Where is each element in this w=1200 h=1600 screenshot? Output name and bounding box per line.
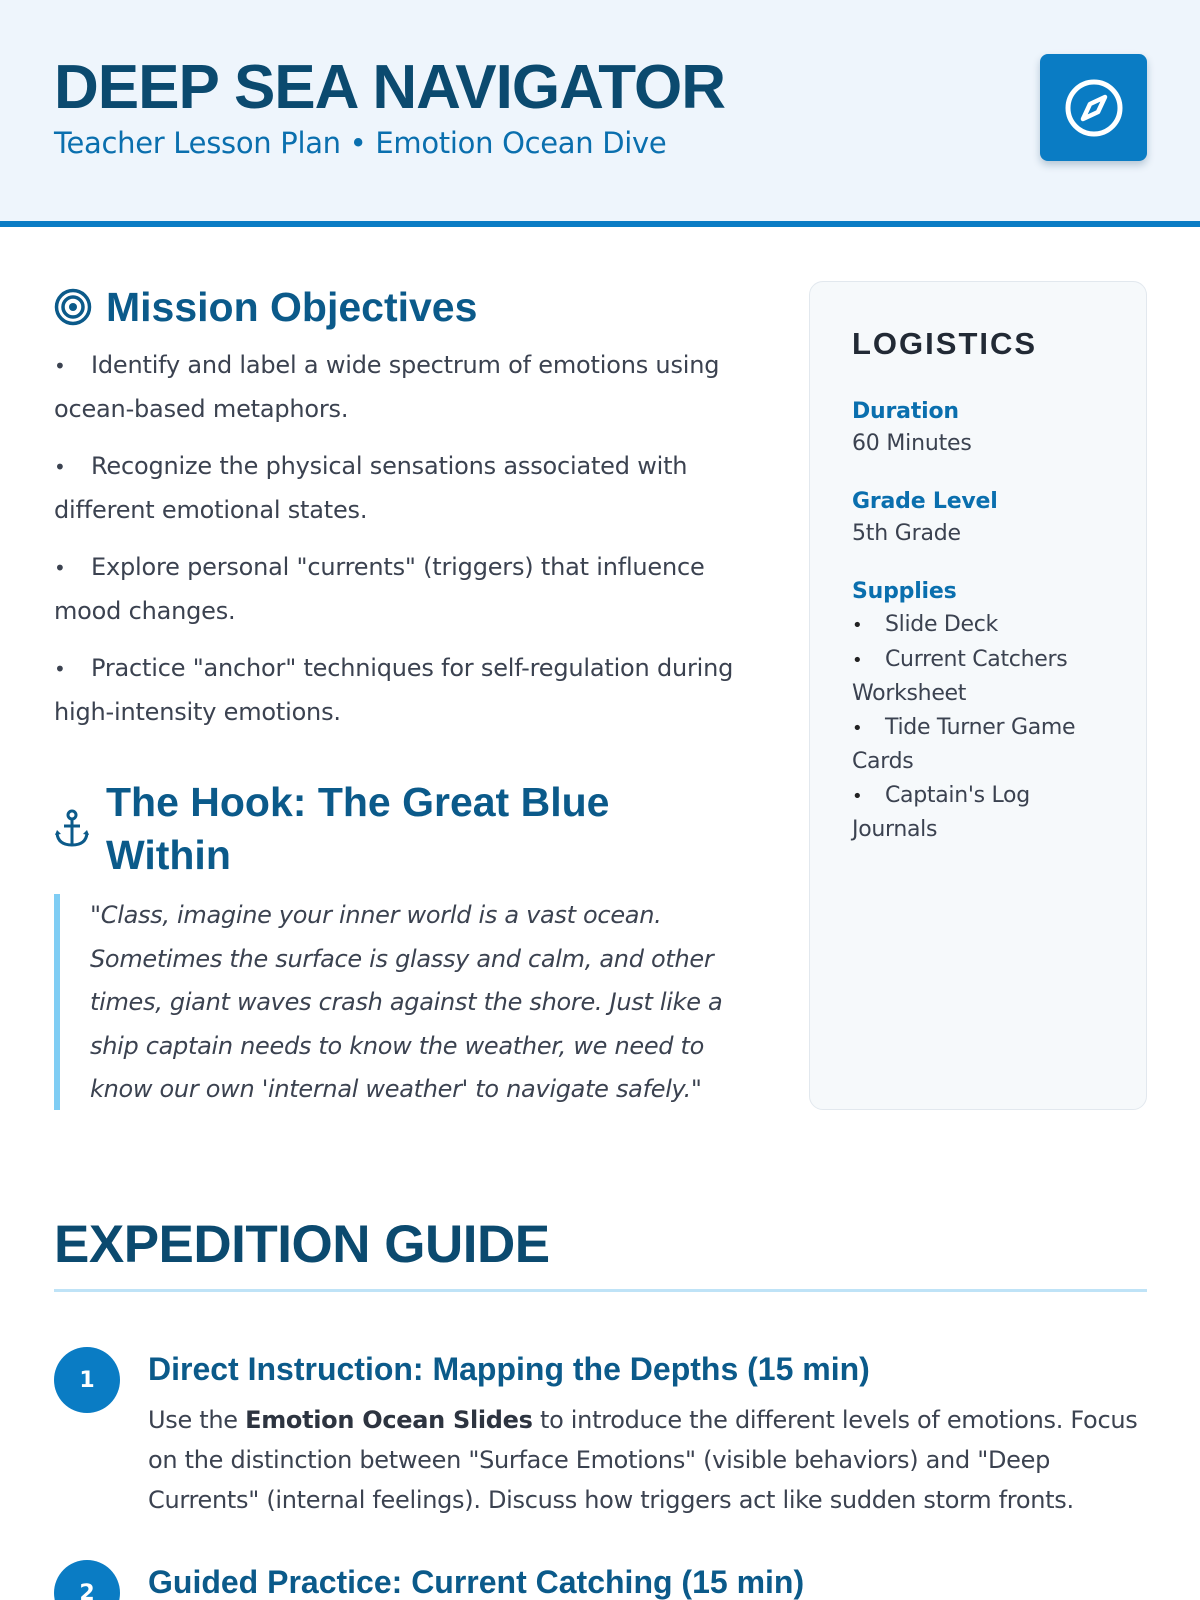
target-icon [54,288,92,326]
page-subtitle: Teacher Lesson Plan • Emotion Ocean Dive [54,126,667,160]
list-item: • Practice "anchor" techniques for self-regulation during high-intensity emotions. [54,647,754,734]
objectives-title: Mission Objectives [106,284,478,330]
hook-title: The Hook: The Great Blue Within [106,779,610,878]
duration-value: 60 Minutes [852,431,972,456]
objectives-heading [54,280,477,334]
compass-badge [1040,54,1147,161]
grade-value: 5th Grade [852,521,961,546]
step-body [148,1400,1148,1520]
compass-icon [1062,76,1126,140]
step-number-badge: 2 [54,1560,120,1600]
step-title: Direct Instruction: Mapping the Depths (15 min) [148,1351,870,1387]
list-item: • Slide Deck [852,608,1092,643]
page-header [0,0,1200,227]
supplies-list [852,608,1092,847]
list-item: • Recognize the physical sensations associated with different emotional states. [54,445,754,532]
anchor-icon [54,809,90,849]
list-item: • Identify and label a wide spectrum of emotions using ocean-based metaphors. [54,344,754,431]
guide-title: EXPEDITION GUIDE [54,1215,550,1274]
list-item: • Explore personal "currents" (triggers) that influence mood changes. [54,546,754,633]
logistics-card [809,281,1147,1110]
step-title: Guided Practice: Current Catching (15 min) [148,1564,805,1600]
list-item: • Current Catchers Worksheet [852,643,1092,711]
list-item: • Tide Turner Game Cards [852,711,1092,779]
step-body-text: to introduce the different levels of emotions. Focus on the distinction between "Surface Emotions" (visible behaviors) and "Deep Currents" (internal feelings). Discuss how triggers act like sudden storm fronts. [148,1406,1138,1514]
objectives-list [54,344,754,748]
divider [54,1289,1147,1292]
grade-label: Grade Level [852,489,998,514]
step-number-badge: 1 [54,1347,120,1413]
hook-heading [54,776,666,882]
duration-label: Duration [852,399,959,424]
supplies-label: Supplies [852,579,957,604]
hook-quote: "Class, imagine your inner world is a vast ocean. Sometimes the surface is glassy and calm, and other times, giant waves crash against the shore. Just like a ship captain needs to know the weather, we need to know our own 'internal weather' to navigate safely." [54,894,734,1110]
logistics-title: LOGISTICS [852,326,1038,361]
step-body-text: Use the [148,1406,246,1434]
step-body-bold: Emotion Ocean Slides [245,1406,533,1434]
page-title: DEEP SEA NAVIGATOR [54,53,726,122]
list-item: • Captain's Log Journals [852,779,1092,847]
